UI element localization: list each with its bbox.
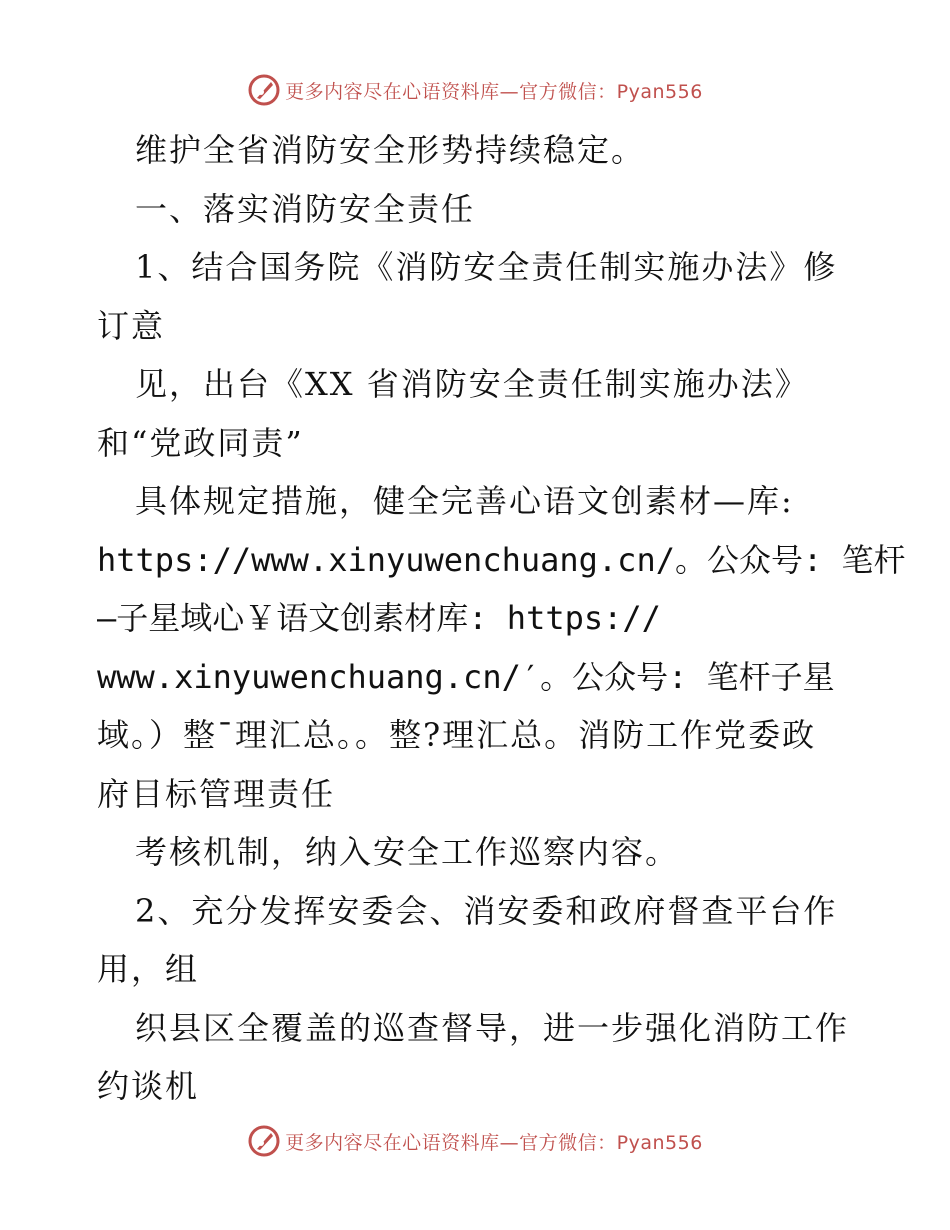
text-line: www.xinyuwenchuang.cn/′。公众号: 笔杆子星	[97, 657, 835, 696]
text-line: 织县区全覆盖的巡查督导，进一步强化消防工作	[135, 1008, 850, 1047]
feather-pen-logo-icon	[247, 73, 281, 107]
section-heading: 一、落实消防安全责任	[135, 189, 476, 228]
text-line: 府目标管理责任	[97, 774, 336, 813]
text-line: 用，组	[97, 950, 200, 988]
text-line: 约谈机	[97, 1067, 200, 1105]
text-line: —子星域心￥语文创素材库: https://	[97, 599, 661, 637]
text-line: 考核机制，纳入安全工作巡察内容。	[135, 833, 680, 871]
header-banner-text: 更多内容尽在心语资料库—官方微信：Pyan556	[285, 80, 703, 103]
text-line: 维护全省消防安全形势持续稳定。	[135, 131, 646, 169]
footer-banner-text: 更多内容尽在心语资料库—官方微信：Pyan556	[285, 1131, 703, 1154]
text-line: 具体规定措施，健全完善心语文创素材—库:	[135, 482, 794, 520]
feather-pen-logo-icon	[247, 1124, 281, 1158]
text-line: https://www.xinyuwenchuang.cn/。公众号: 笔杆	[97, 540, 906, 579]
header-banner	[0, 70, 950, 110]
text-line: 2、充分发挥安委会、消安委和政府督查平台作	[135, 891, 838, 930]
text-line: 订意	[97, 306, 166, 345]
footer-banner	[0, 1121, 950, 1161]
text-line: 域。）整¯理汇总。。整?理汇总。消防工作党委政	[97, 716, 817, 754]
text-line: 见，出台《XX 省消防安全责任制实施办法》	[135, 365, 809, 403]
text-line: 1、结合国务院《消防安全责任制实施办法》修	[135, 248, 838, 286]
text-line: 和“党政同责”	[97, 423, 304, 462]
document-body	[97, 121, 906, 1116]
